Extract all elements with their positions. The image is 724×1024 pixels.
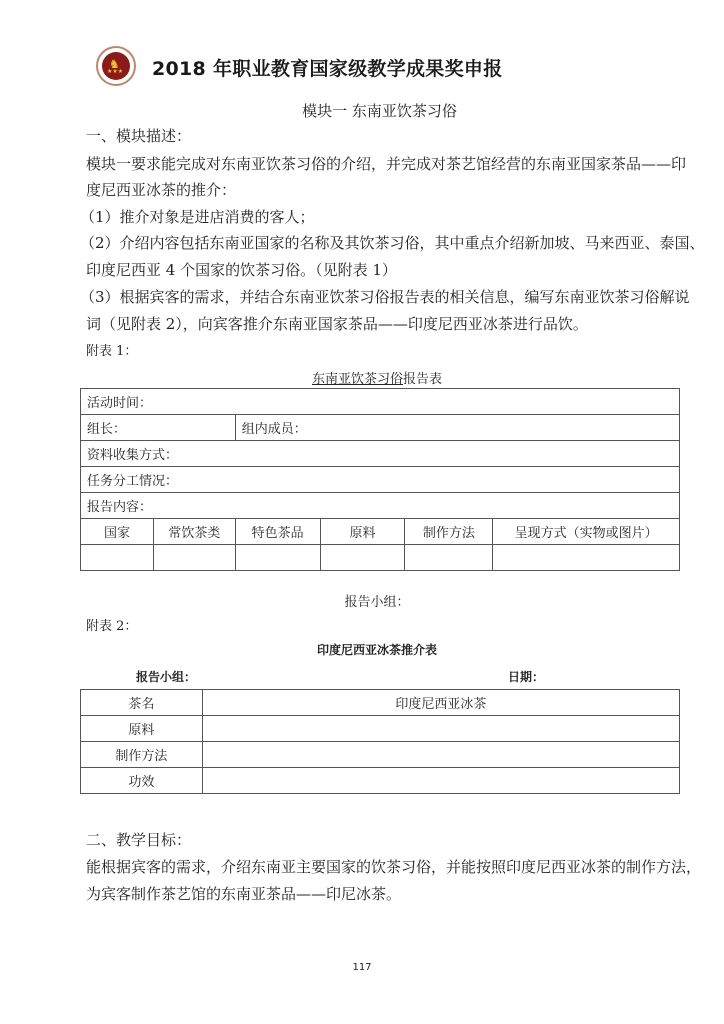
appendix2-date-label: 日期：	[508, 670, 545, 684]
table-row	[81, 768, 680, 794]
emblem-center	[102, 52, 130, 80]
appendix1-title	[0, 368, 724, 387]
appendix2-title: 印度尼西亚冰茶推介表	[316, 643, 437, 657]
table-row	[81, 690, 680, 716]
table-row	[81, 493, 680, 519]
row-label: 制作方法	[81, 742, 203, 768]
appendix2-group-label: 报告小组：	[136, 670, 197, 684]
leader-cell[interactable]: 组长：	[81, 415, 236, 441]
header-title: 2018 年职业教育国家级教学成果奖申报	[152, 58, 503, 80]
table-cell[interactable]	[81, 545, 154, 571]
column-header: 原料	[320, 519, 405, 545]
table-row	[81, 467, 680, 493]
section2-line2: 为宾客制作茶艺馆的东南亚茶品——印尼冰茶。	[86, 885, 402, 903]
page-number: 117	[352, 962, 372, 973]
table-cell[interactable]	[153, 545, 235, 571]
row-label: 功效	[81, 768, 203, 794]
table-cell[interactable]	[320, 545, 405, 571]
members-cell[interactable]: 组内成员：	[235, 415, 679, 441]
table-row	[81, 742, 680, 768]
table-row	[81, 716, 680, 742]
appendix1-title-rest: 报告表	[403, 372, 443, 387]
section1-item3-line2: 词（见附表 2），向宾客推介东南亚国家茶品——印度尼西亚冰茶进行品饮。	[86, 315, 588, 333]
column-header: 特色茶品	[235, 519, 320, 545]
horse-icon: ♞	[109, 57, 120, 71]
column-header: 制作方法	[405, 519, 493, 545]
section1-heading: 一、模块描述：	[86, 127, 192, 145]
table-row	[81, 441, 680, 467]
column-header: 呈现方式（实物或图片）	[493, 519, 680, 545]
row-value[interactable]: 印度尼西亚冰茶	[202, 690, 679, 716]
column-header: 国家	[81, 519, 154, 545]
module-title: 模块一 东南亚饮茶习俗	[302, 102, 457, 120]
section1-item3-line1: （3）根据宾客的需求，并结合东南亚饮茶习俗报告表的相关信息，编写东南亚饮茶习俗解说	[80, 288, 690, 306]
section2-heading: 二、教学目标：	[86, 831, 192, 849]
section1-item1: （1）推介对象是进店消费的客人；	[80, 208, 315, 226]
appendix1-footer: 报告小组：	[344, 595, 410, 610]
collection-method-cell[interactable]: 资料收集方式：	[81, 441, 680, 467]
table-cell[interactable]	[405, 545, 493, 571]
table-cell[interactable]	[235, 545, 320, 571]
appendix2-label: 附表 2：	[86, 619, 138, 634]
row-value[interactable]	[202, 716, 679, 742]
row-value[interactable]	[202, 768, 679, 794]
appendix1-table	[80, 388, 680, 571]
table-row	[81, 389, 680, 415]
table-cell[interactable]	[493, 545, 680, 571]
section1-item2-line2: 印度尼西亚 4 个国家的饮茶习俗。（见附表 1）	[86, 261, 397, 279]
appendix1-label: 附表 1：	[86, 344, 138, 359]
column-header: 常饮茶类	[153, 519, 235, 545]
table-row	[81, 415, 680, 441]
section1-intro-line2: 度尼西亚冰茶的推介：	[86, 181, 237, 199]
stars-icon: ★★★	[107, 68, 124, 75]
report-content-cell[interactable]: 报告内容：	[81, 493, 680, 519]
row-label: 原料	[81, 716, 203, 742]
activity-time-cell[interactable]: 活动时间：	[81, 389, 680, 415]
row-label: 茶名	[81, 690, 203, 716]
table-header-row	[81, 519, 680, 545]
section1-intro-line1: 模块一要求能完成对东南亚饮茶习俗的介绍，并完成对茶艺馆经营的东南亚国家茶品——印	[86, 155, 687, 173]
table-row	[81, 545, 680, 571]
appendix1-title-underlined: 东南亚饮茶习俗	[311, 372, 403, 387]
section1-item2-line1: （2）介绍内容包括东南亚国家的名称及其饮茶习俗，其中重点介绍新加坡、马来西亚、泰国、	[80, 234, 705, 252]
school-emblem-icon	[96, 46, 136, 86]
section2-line1: 能根据宾客的需求，介绍东南亚主要国家的饮茶习俗，并能按照印度尼西亚冰茶的制作方法，	[86, 858, 702, 876]
appendix2-table	[80, 689, 680, 794]
task-division-cell[interactable]: 任务分工情况：	[81, 467, 680, 493]
row-value[interactable]	[202, 742, 679, 768]
